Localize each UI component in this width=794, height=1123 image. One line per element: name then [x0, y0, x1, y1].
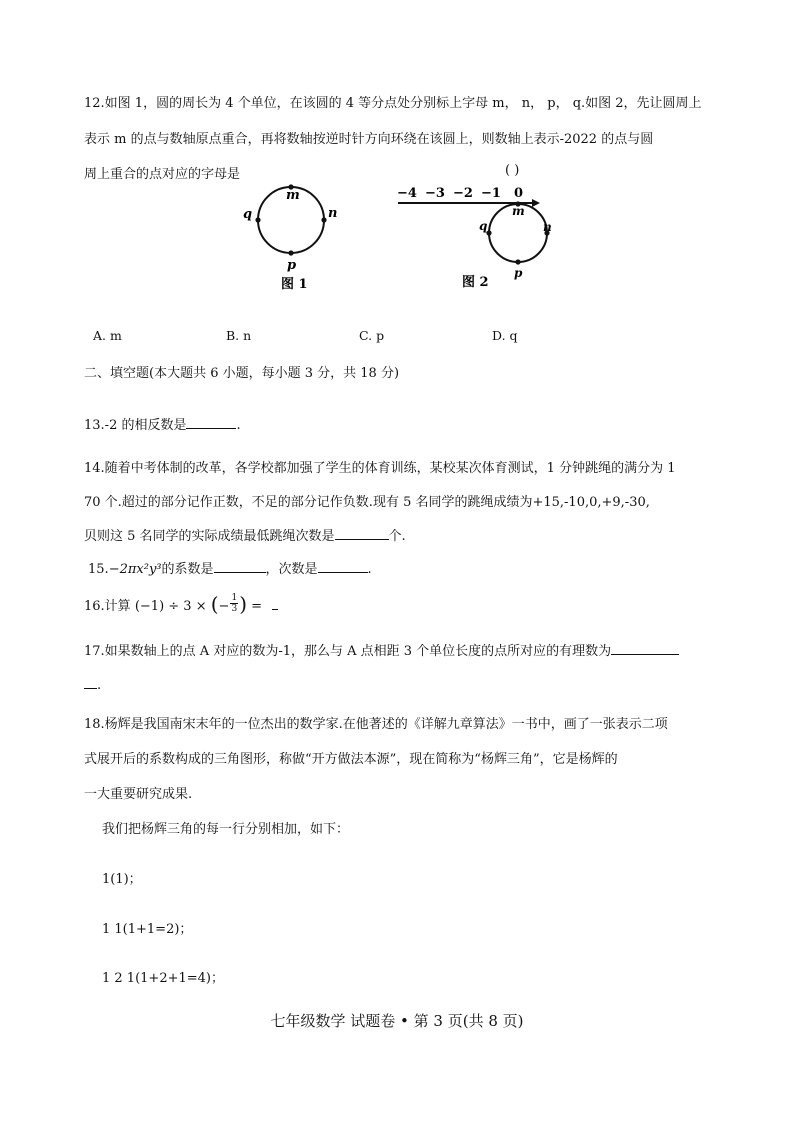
section-heading-fill-in: 二、填空题(本大题共 6 小题，每小题 3 分，共 18 分) [84, 366, 400, 381]
q17-answer-blank[interactable] [611, 641, 679, 655]
fig2-tick--3: −3 [425, 186, 445, 201]
fig2-caption: 图 2 [462, 275, 489, 290]
q14-line3 [84, 525, 406, 544]
q18-line4: 我们把杨辉三角的每一行分别相加，如下： [102, 822, 350, 837]
fig2-label-m: m [512, 204, 525, 218]
q14-answer-blank[interactable] [335, 526, 389, 540]
q12-line1: 12.如图 1，圆的周长为 4 个单位，在该圆的 4 等分点处分别标上字母 m， n， p， q.如图 2，先让圆周上 [84, 96, 702, 111]
q18-line3: 一大重要研究成果. [84, 787, 193, 802]
fig2-tick--1: −1 [481, 186, 501, 201]
option-c: C. p [359, 328, 385, 343]
q14-line2: 70 个.超过的部分记作正数，不足的部分记作负数.现有 5 名同学的跳绳成绩为+15,-10,0,+9,-30, [84, 495, 650, 510]
q15 [88, 558, 372, 577]
q16-equals: = [251, 599, 263, 614]
fig1-label-m: m [286, 188, 300, 203]
q16-expression: (−1) ÷ 3 × [134, 599, 207, 614]
q16 [84, 588, 278, 616]
fig2-tick--2: −2 [453, 186, 473, 201]
q16-paren-open: ( [210, 592, 219, 616]
option-d: D. q [492, 328, 518, 343]
q15-end: . [367, 562, 372, 577]
q13-answer-blank[interactable] [186, 415, 236, 429]
fig1-label-p: p [287, 258, 297, 273]
fig1-caption: 图 1 [281, 277, 308, 292]
fig1-label-q: q [243, 207, 253, 222]
fig2-label-n: n [543, 220, 552, 234]
q15-degree-blank[interactable] [318, 559, 368, 573]
q12-line2: 表示 m 的点与数轴原点重合，再将数轴按逆时针方向环绕在该圆上，则数轴上表示-2022 的点与圆 [84, 132, 654, 147]
q15-coefficient-blank[interactable] [214, 559, 266, 573]
page-footer: 七年级数学 试题卷 • 第 3 页(共 8 页) [270, 1012, 524, 1030]
q16-paren-close: ) [239, 592, 247, 616]
q16-fraction-numerator: 1 [231, 593, 238, 603]
q15-mid: 的系数是 [161, 562, 214, 577]
fig2-label-q: q [479, 219, 488, 233]
q13 [84, 414, 241, 433]
q18-line1: 18.杨辉是我国南宋末年的一位杰出的数学家.在他著述的《详解九章算法》一书中，画了一张表示二项 [84, 717, 668, 732]
q15-expression: −2πx²y³ [108, 562, 162, 577]
figure-1-circle [226, 175, 356, 305]
q12-answer-bracket: ( ) [505, 163, 520, 178]
q16-fraction-denominator: 3 [231, 604, 238, 614]
q14-line1: 14.随着中考体制的改革，各学校都加强了学生的体育训练，某校某次体育测试，1 分钟跳绳的满分为 1 [84, 461, 676, 476]
q18-row2: 1 1(1+1=2)； [102, 922, 193, 937]
option-a: A. m [93, 328, 122, 343]
q13-end: . [236, 418, 241, 433]
q16-prefix: 16.计算 [84, 599, 131, 614]
q18-line2: 式展开后的系数构成的三角图形，称做“开方做法本源”，现在简称为“杨辉三角”，它是杨辉的 [84, 752, 618, 767]
q17-end: . [97, 678, 102, 693]
q18-row1: 1(1)； [102, 872, 142, 887]
q17-line1 [84, 640, 679, 659]
q17-text: 17.如果数轴上的点 A 对应的数为-1，那么与 A 点相距 3 个单位长度的点所对应的有理数为 [84, 644, 612, 659]
figure-2-number-line [392, 175, 562, 305]
q18-row3: 1 2 1(1+2+1=4)； [102, 971, 224, 986]
fig2-tick--4: −4 [397, 186, 417, 201]
q16-minus: − [218, 599, 230, 614]
q15-mid2: ，次数是 [265, 562, 318, 577]
fig2-label-p: p [514, 266, 523, 280]
q12-line3: 周上重合的点对应的字母是 [84, 167, 241, 182]
q17-line2 [84, 675, 101, 693]
q16-fraction [230, 593, 238, 614]
q17-answer-blank-cont[interactable] [84, 675, 97, 689]
fig2-tick-0: 0 [514, 186, 524, 201]
q14-text: 贝则这 5 名同学的实际成绩最低跳绳次数是 [84, 529, 335, 544]
option-b: B. n [226, 328, 252, 343]
q13-text: 13.-2 的相反数是 [84, 418, 187, 433]
fig1-label-n: n [328, 206, 338, 221]
q16-answer-blank[interactable] [272, 596, 278, 610]
q15-prefix: 15. [88, 562, 109, 577]
q14-end: 个. [388, 529, 406, 544]
